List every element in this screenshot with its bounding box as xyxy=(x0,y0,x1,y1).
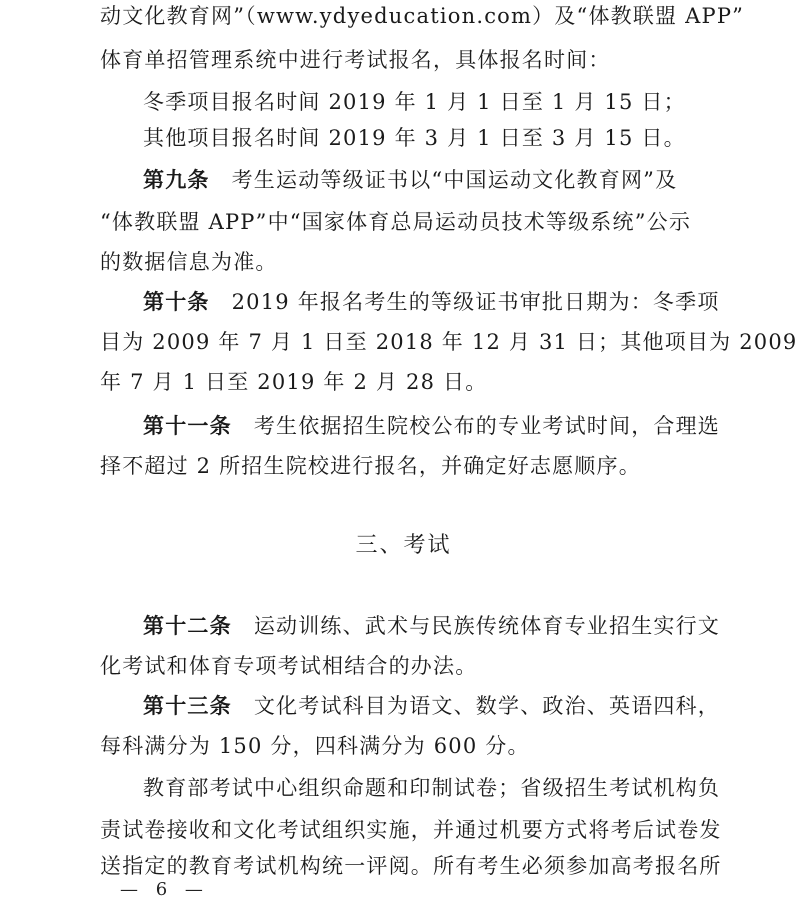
article-line xyxy=(0,692,807,720)
text-line: “体教联盟 APP”中“国家体育总局运动员技术等级系统”公示 xyxy=(100,210,692,234)
text-line: 动文化教育网”（www.ydyeducation.com）及“体教联盟 APP” xyxy=(100,4,745,28)
text-line: 目为 2009 年 7 月 1 日至 2018 年 12 月 31 日；其他项目为 2009 xyxy=(100,330,798,354)
article-line xyxy=(0,612,807,640)
text-line: 责试卷接收和文化考试组织实施，并通过机要方式将考后试卷发 xyxy=(100,818,722,842)
article-text: 考生运动等级证书以“中国运动文化教育网”及 xyxy=(231,168,678,192)
page-number: — 6 — xyxy=(120,879,209,900)
article-label: 第十三条 xyxy=(143,693,232,718)
section-heading: 三、考试 xyxy=(355,533,452,558)
article-label: 第九条 xyxy=(143,167,210,192)
article-line xyxy=(0,288,807,316)
text-line: 其他项目报名时间 2019 年 3 月 1 日至 3 月 15 日。 xyxy=(143,126,686,150)
article-text: 2019 年报名考生的等级证书审批日期为：冬季项 xyxy=(231,290,720,314)
text-line: 的数据信息为准。 xyxy=(100,250,278,274)
article-line xyxy=(0,412,807,440)
text-line: 化考试和体育专项考试相结合的办法。 xyxy=(100,654,478,678)
text-line: 年 7 月 1 日至 2019 年 2 月 28 日。 xyxy=(100,370,488,394)
article-label: 第十一条 xyxy=(143,413,232,438)
text-line: 体育单招管理系统中进行考试报名，具体报名时间： xyxy=(100,48,611,72)
text-line: 择不超过 2 所招生院校进行报名，并确定好志愿顺序。 xyxy=(100,454,641,478)
article-label: 第十条 xyxy=(143,289,210,314)
article-text: 考生依据招生院校公布的专业考试时间，合理选 xyxy=(253,414,721,438)
text-line: 冬季项目报名时间 2019 年 1 月 1 日至 1 月 15 日； xyxy=(143,90,686,114)
text-line: 送指定的教育考试机构统一评阅。所有考生必须参加高考报名所 xyxy=(100,854,722,878)
article-line xyxy=(0,166,807,194)
article-label: 第十二条 xyxy=(143,613,232,638)
article-text: 文化考试科目为语文、数学、政治、英语四科， xyxy=(253,694,721,718)
article-text: 运动训练、武术与民族传统体育专业招生实行文 xyxy=(253,614,721,638)
text-line: 每科满分为 150 分，四科满分为 600 分。 xyxy=(100,734,530,758)
text-line: 教育部考试中心组织命题和印制试卷；省级招生考试机构负 xyxy=(143,776,721,800)
